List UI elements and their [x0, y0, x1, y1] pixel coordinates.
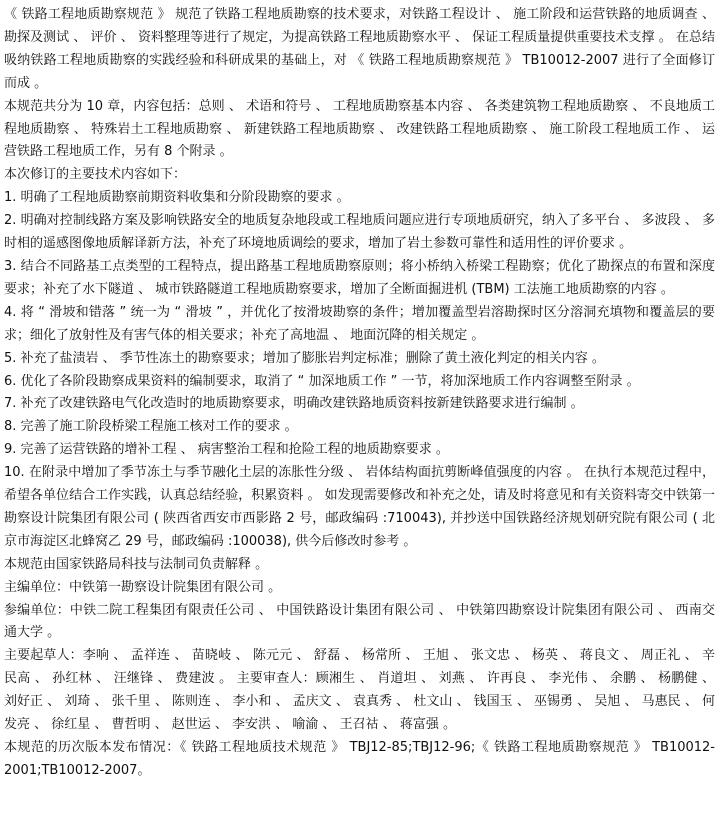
revision-item-7: 7. 补充了改建铁路电气化改造时的地质勘察要求，明确改建铁路地质资料按新建铁路要求进行编制 。: [4, 396, 584, 412]
paragraph-revision-heading: 本次修订的主要技术内容如下：: [4, 167, 187, 183]
paragraph-interpretation: 本规范由国家铁路局科技与法制司负责解释 。: [4, 556, 269, 572]
revision-item-2: 2. 明确对控制线路方案及影响铁路安全的地质复杂地段或工程地质问题应进行专项地质研究，纳入了多平台 、 多波段 、 多时相的遥感图像地质解译新方法，补充了环境地质调绘的要求，增加了岩土参数可靠性和适用性的评价要求 。: [4, 213, 715, 252]
paragraph-intro: 《 铁路工程地质勘察规范 》 规范了铁路工程地质勘察的技术要求，对铁路工程设计 、 施工阶段和运营铁路的地质调查 、 勘探及测试 、 评价 、 资料整理等进行了规定，为提高铁路工程地质勘察水平 、 保证工程质量提供重要技术支撑 。 在总结吸纳铁路工程地质勘察的实践经验和科研成果的基础上，对 《 铁路工程地质勘察规范 》 TB10012-2007 进行了全面修订而成 。: [4, 7, 715, 91]
paragraph-chief-editor: 主编单位：中铁第一勘察设计院集团有限公司 。: [4, 579, 282, 595]
revision-item-8: 8. 完善了施工阶段桥梁工程施工核对工作的要求 。: [4, 419, 298, 435]
paragraph-participants: 参编单位：中铁二院工程集团有限责任公司 、 中国铁路设计集团有限公司 、 中铁第四勘察设计院集团有限公司 、 西南交通大学 。: [4, 602, 715, 641]
revision-item-9: 9. 完善了运营铁路的增补工程 、 病害整治工程和抢险工程的地质勘察要求 。: [4, 442, 449, 458]
revision-item-1: 1. 明确了工程地质勘察前期资料收集和分阶段勘察的要求 。: [4, 190, 350, 206]
revision-item-3: 3. 结合不同路基工点类型的工程特点，提出路基工程地质勘察原则；将小桥纳入桥梁工程勘察；优化了勘探点的布置和深度要求；补充了水下隧道 、 城市铁路隧道工程地质勘察要求，增加了全断面掘进机 (TBM) 工法施工地质勘察的内容 。: [4, 258, 715, 297]
revision-item-10: 10. 在附录中增加了季节冻土与季节融化土层的冻胀性分级 、 岩体结构面抗剪断峰值强度的内容 。 在执行本规范过程中，希望各单位结合工作实践，认真总结经验，积累资料 。 如发现需要修改和补充之处，请及时将意见和有关资料寄交中铁第一勘察设计院集团有限公司 ( 陕西省西安市西影路 2 号，邮政编码 :710043), 并抄送中国铁路经济规划研究院有限公司 ( 北京市海淀区北蜂窝乙 29 号，邮政编码 :100038), 供今后修改时参考 。: [4, 465, 715, 549]
revision-item-6: 6. 优化了各阶段勘察成果资料的编制要求，取消了 “ 加深地质工作 ” 一节，将加深地质工作内容调整至附录 。: [4, 373, 640, 389]
revision-item-4: 4. 将 “ 滑坡和错落 ” 统一为 “ 滑坡 ” ，并优化了按滑坡勘察的条件；增加覆盖型岩溶勘探时区分溶洞充填物和覆盖层的要求；细化了放射性及有害气体的相关要求；补充了高地温 、 地面沉降的相关规定 。: [4, 304, 715, 343]
revision-item-5: 5. 补充了盐渍岩 、 季节性冻土的勘察要求；增加了膨胀岩判定标准；删除了黄土液化判定的相关内容 。: [4, 350, 605, 366]
paragraph-drafters-reviewers: 主要起草人：李响 、 孟祥连 、 苗晓岐 、 陈元元 、 舒磊 、 杨常所 、 王旭 、 张文忠 、 杨英 、 蒋良文 、 周正礼 、 辛民高 、 孙红林 、 汪继锋 、 费建波 。 主要审查人：顾湘生 、 肖道坦 、 刘燕 、 许再良 、 李光伟 、 余鹏 、 杨鹏健 、 刘好正 、 刘琦 、 张千里 、 陈则连 、 李小和 、 孟庆文 、 袁真秀 、 杜文山 、 钱国玉 、 巫锡勇 、 吴旭 、 马惠民 、 何发亮 、 徐红星 、 曹哲明 、 赵世运 、 李安洪 、 喻渝 、 王召祜 、 蒋富强 。: [4, 648, 715, 733]
paragraph-chapters: 本规范共分为 10 章，内容包括：总则 、 术语和符号 、 工程地质勘察基本内容 、 各类建筑物工程地质勘察 、 不良地质工程地质勘察 、 特殊岩土工程地质勘察 、 新建铁路工程地质勘察 、 改建铁路工程地质勘察 、 施工阶段工程地质工作 、 运营铁路工程地质工作，另有 8 个附录 。: [4, 98, 715, 160]
paragraph-version-history: 本规范的历次版本发布情况：《 铁路工程地质技术规范 》 TBJ12-85;TBJ12-96;《 铁路工程地质勘察规范 》 TB10012-2001;TB10012-2007。: [4, 740, 715, 778]
